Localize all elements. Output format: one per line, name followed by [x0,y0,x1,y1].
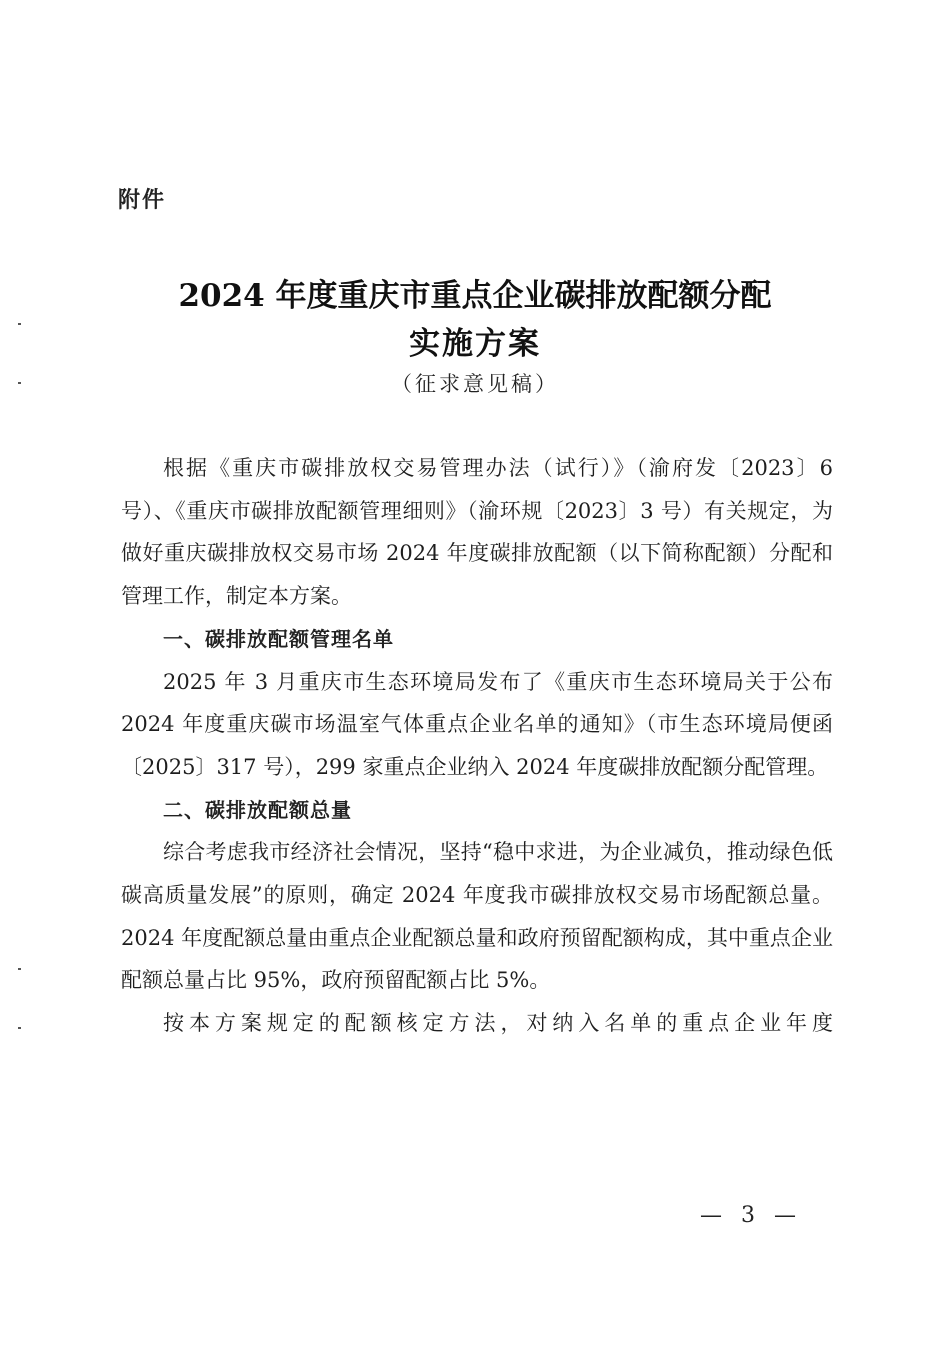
section2-paragraph: 综合考虑我市经济社会情况，坚持“稳中求进，为企业减负，推动绿色低碳高质量发展”的原则，确定 2024 年度我市碳排放权交易市场配额总量。2024 年度配额总量由重点企业配额总量和政府预留配额构成，其中重点企业配额总量占比 95%，政府预留配额占比 5%。 [121,840,833,993]
page-number: — 3 — [700,1203,802,1228]
document-title-line1: 2024 年度重庆市重点企业碳排放配额分配 [178,278,772,314]
document-title-line2: 实施方案 [409,326,541,362]
scan-speck [18,323,21,325]
section2-paragraph-continued: 按本方案规定的配额核定方法，对纳入名单的重点企业年度 [163,1011,833,1036]
scan-speck [18,382,21,384]
scan-speck [18,968,21,970]
section1-paragraph: 2025 年 3 月重庆市生态环境局发布了《重庆市生态环境局关于公布 2024 年度重庆碳市场温室气体重点企业名单的通知》（市生态环境局便函〔2025〕317 号），299 家重点企业纳入 2024 年度碳排放配额分配管理。 [121,669,833,779]
scan-speck [18,1027,21,1029]
document-subtitle: （征求意见稿） [391,372,559,396]
document-body [121,447,833,1045]
section1-heading: 一、碳排放配额管理名单 [163,626,394,651]
attachment-label: 附件 [118,188,167,213]
section2-heading: 二、碳排放配额总量 [163,797,352,822]
intro-paragraph: 根据《重庆市碳排放权交易管理办法（试行）》（渝府发〔2023〕6 号）、《重庆市碳排放配额管理细则》（渝环规〔2023〕3 号）有关规定，为做好重庆碳排放权交易市场 2024 年度碳排放配额（以下简称配额）分配和管理工作，制定本方案。 [121,456,833,609]
